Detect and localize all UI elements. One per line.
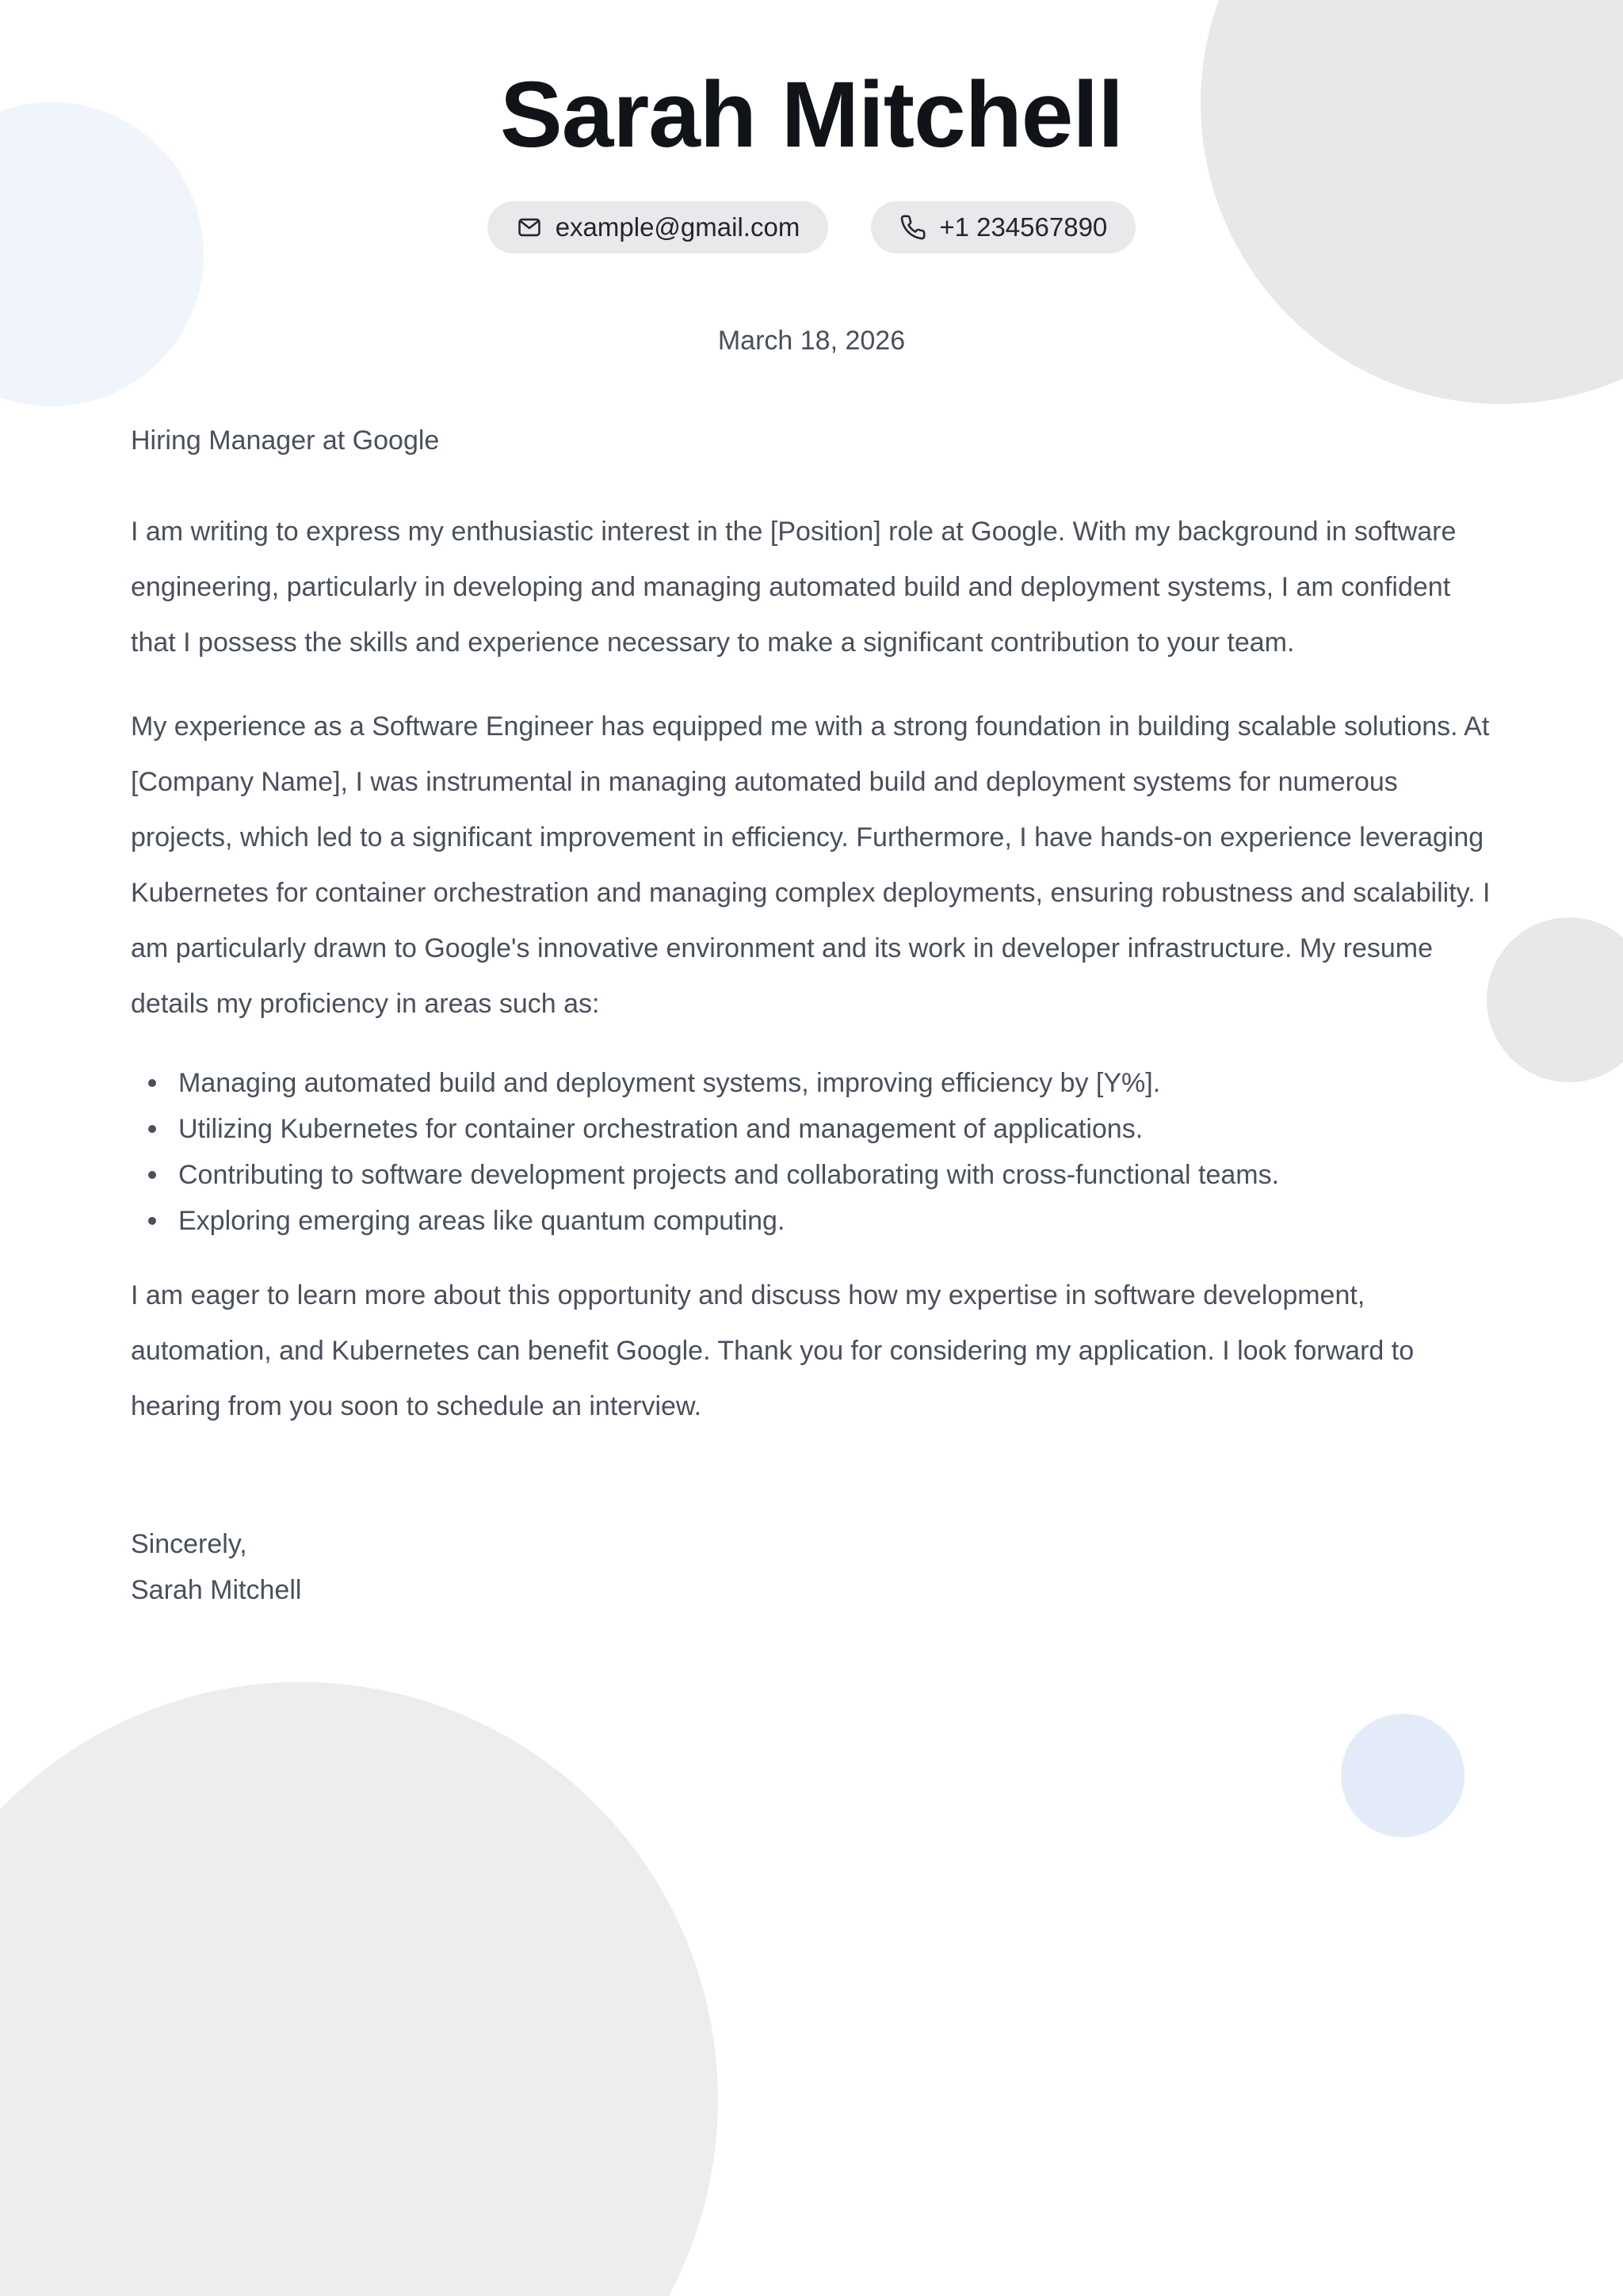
candidate-name: Sarah Mitchell: [499, 63, 1123, 167]
highlights-list: [131, 1060, 1492, 1244]
phone-icon: [899, 214, 926, 241]
letter-recipient: Hiring Manager at Google: [131, 425, 440, 456]
closing-salutation: Sincerely,: [131, 1528, 247, 1559]
decor-circle-bottom-right: [1341, 1714, 1465, 1837]
list-item: Contributing to software development projects and collaborating with cross-functional teams.: [131, 1152, 1492, 1198]
paragraph-closing: I am eager to learn more about this opportunity and discuss how my expertise in software development, automation, and Kubernetes can benefit Google. Thank you for considering my application. I look forward to hearing from you soon to schedule an interview.: [131, 1280, 1415, 1421]
letter-date: March 18, 2026: [717, 325, 906, 356]
contact-chips-row: [131, 201, 1492, 254]
letter-body: [131, 504, 1492, 1434]
list-item: Utilizing Kubernetes for container orchestration and management of applications.: [131, 1106, 1492, 1152]
phone-chip[interactable]: [871, 201, 1136, 254]
list-item: Exploring emerging areas like quantum computing.: [131, 1198, 1492, 1244]
decor-circle-mid-right: [1487, 917, 1623, 1082]
closing-signature: Sarah Mitchell: [131, 1574, 302, 1605]
signature-block: [131, 1521, 1492, 1613]
decor-circle-bottom-left: [0, 1682, 718, 2296]
envelope-icon: [516, 214, 543, 241]
letter-content: [131, 0, 1492, 1613]
email-chip[interactable]: [487, 201, 829, 254]
phone-chip-label: +1 234567890: [939, 212, 1108, 242]
paragraph-intro: I am writing to express my enthusiastic interest in the [Position] role at Google. With my background in software engineering, particularly in developing and managing automated build and deployment systems, I am confident that I possess the skills and experience necessary to make a significant contribution to your team.: [131, 516, 1457, 658]
list-item: Managing automated build and deployment systems, improving efficiency by [Y%].: [131, 1060, 1492, 1106]
email-chip-label: example@gmail.com: [555, 212, 800, 242]
paragraph-experience: My experience as a Software Engineer has equipped me with a strong foundation in building scalable solutions. At [Company Name], I was instrumental in managing automated build and deployment systems for numerous projects, which led to a significant improvement in efficiency. Furthermore, I have hands-on experience leveraging Kubernetes for container orchestration and managing complex deployments, ensuring robustness and scalability. I am particularly drawn to Google's innovative environment and its work in developer infrastructure. My resume details my proficiency in areas such as:: [131, 711, 1491, 1019]
